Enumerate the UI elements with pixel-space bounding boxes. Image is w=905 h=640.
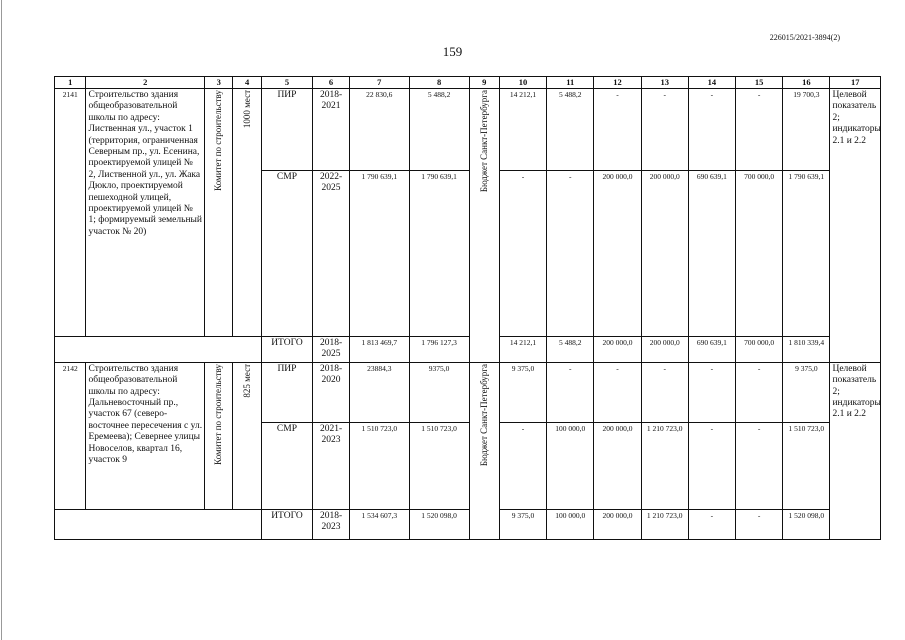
- column-header: 13: [641, 77, 688, 89]
- financing: 9375,0: [409, 362, 469, 422]
- page-number: 159: [442, 44, 463, 59]
- value-cell: -: [736, 89, 783, 171]
- value-cell: 200 000,0: [594, 509, 641, 539]
- row-id: 2142: [55, 362, 86, 509]
- value-cell: 690 639,1: [688, 337, 735, 363]
- value-cell: 1 810 339,4: [783, 337, 830, 363]
- row-id: 2141: [55, 89, 86, 337]
- total-cost: 1 813 469,7: [349, 337, 409, 363]
- value-cell: -: [688, 362, 735, 422]
- value-cell: -: [688, 509, 735, 539]
- value-cell: 9 375,0: [783, 362, 830, 422]
- table-row-total: [55, 337, 881, 363]
- value-cell: 19 700,3: [783, 89, 830, 171]
- value-cell: 14 212,1: [499, 89, 546, 171]
- value-cell: 690 639,1: [688, 171, 735, 337]
- period: 2018-2020: [313, 362, 350, 422]
- capacity-cell: [233, 89, 261, 337]
- project-name: Строительство здания общеобразовательной школы по адресу: Лиственная ул., участок 1 (территория, ограниченная Северным пр., ул. Есенина, проектируемой улицей № 2, Лиственной ул., ул. Жака Дюкло, проектируемой пешеходной улицей, проектируемой улицей № 1; формируемый земельный участок № 20): [86, 89, 205, 337]
- column-header: 6: [313, 77, 350, 89]
- source-label: Бюджет Санкт-Петербурга: [478, 363, 489, 466]
- source-label: Бюджет Санкт-Петербурга: [478, 90, 489, 193]
- customer-cell: [205, 89, 233, 337]
- value-cell: 200 000,0: [594, 337, 641, 363]
- total-cost: 1 534 607,3: [349, 509, 409, 539]
- source-cell: [469, 89, 499, 363]
- value-cell: 200 000,0: [594, 171, 641, 337]
- financing: 1 796 127,3: [409, 337, 469, 363]
- value-cell: -: [594, 89, 641, 171]
- value-cell: 700 000,0: [736, 337, 783, 363]
- period: 2021-2023: [313, 422, 350, 509]
- value-cell: 200 000,0: [641, 171, 688, 337]
- value-cell: 200 000,0: [594, 422, 641, 509]
- total-cost: 22 830,6: [349, 89, 409, 171]
- total-cost: 1 790 639,1: [349, 171, 409, 337]
- column-header: 10: [499, 77, 546, 89]
- work-type: ПИР: [261, 362, 312, 422]
- value-cell: -: [736, 362, 783, 422]
- column-header: 4: [233, 77, 261, 89]
- value-cell: 100 000,0: [547, 422, 594, 509]
- empty-cell: [55, 337, 262, 363]
- value-cell: 9 375,0: [499, 362, 546, 422]
- column-header: 11: [547, 77, 594, 89]
- work-type: ИТОГО: [261, 509, 312, 539]
- capacity-label: 1000 мест: [241, 90, 252, 129]
- value-cell: 200 000,0: [641, 337, 688, 363]
- period: 2018-2025: [313, 337, 350, 363]
- total-cost: 1 510 723,0: [349, 422, 409, 509]
- table-row-pir: [55, 362, 881, 422]
- value-cell: -: [547, 362, 594, 422]
- value-cell: 100 000,0: [547, 509, 594, 539]
- financing: 1 510 723,0: [409, 422, 469, 509]
- column-number-row: [55, 77, 881, 89]
- column-header: 5: [261, 77, 312, 89]
- value-cell: 14 212,1: [499, 337, 546, 363]
- financing: 5 488,2: [409, 89, 469, 171]
- column-header: 15: [736, 77, 783, 89]
- value-cell: -: [594, 362, 641, 422]
- table-row-pir: [55, 89, 881, 171]
- period: 2018-2023: [313, 509, 350, 539]
- total-cost: 23884,3: [349, 362, 409, 422]
- value-cell: 1 790 639,1: [783, 171, 830, 337]
- capacity-cell: [233, 362, 261, 509]
- value-cell: 1 210 723,0: [641, 422, 688, 509]
- capacity-label: 825 мест: [241, 363, 252, 398]
- value-cell: 1 520 098,0: [783, 509, 830, 539]
- value-cell: -: [547, 171, 594, 337]
- document-number: 226015/2021-3894(2): [769, 33, 840, 42]
- source-cell: [469, 362, 499, 539]
- value-cell: -: [688, 422, 735, 509]
- budget-table: [54, 76, 881, 540]
- indicator-cell: Целевой показатель 2; индикаторы 2.1 и 2.2: [830, 362, 881, 539]
- work-type: ПИР: [261, 89, 312, 171]
- value-cell: 5 488,2: [547, 89, 594, 171]
- customer-label: Комитет по строительству: [213, 363, 224, 465]
- empty-cell: [55, 509, 262, 539]
- column-header: 7: [349, 77, 409, 89]
- customer-cell: [205, 362, 233, 509]
- financing: 1 790 639,1: [409, 171, 469, 337]
- value-cell: -: [736, 509, 783, 539]
- value-cell: 700 000,0: [736, 171, 783, 337]
- scan-margin-line: [1, 0, 2, 640]
- column-header: 2: [86, 77, 205, 89]
- work-type: СМР: [261, 171, 312, 337]
- value-cell: 1 510 723,0: [783, 422, 830, 509]
- column-header: 14: [688, 77, 735, 89]
- period: 2022-2025: [313, 171, 350, 337]
- value-cell: -: [641, 362, 688, 422]
- column-header: 17: [830, 77, 881, 89]
- table-row-total: [55, 509, 881, 539]
- indicator-cell: Целевой показатель 2; индикаторы 2.1 и 2.2: [830, 89, 881, 363]
- project-name: Строительство здания общеобразовательной школы по адресу: Дальневосточный пр., участок 67 (северо-восточнее пересечения с ул. Еремеева); Севернее улицы Новоселов, квартал 16, участок 9: [86, 362, 205, 509]
- column-header: 16: [783, 77, 830, 89]
- work-type: СМР: [261, 422, 312, 509]
- column-header: 9: [469, 77, 499, 89]
- period: 2018-2021: [313, 89, 350, 171]
- column-header: 3: [205, 77, 233, 89]
- financing: 1 520 098,0: [409, 509, 469, 539]
- value-cell: -: [499, 422, 546, 509]
- value-cell: 5 488,2: [547, 337, 594, 363]
- value-cell: 9 375,0: [499, 509, 546, 539]
- work-type: ИТОГО: [261, 337, 312, 363]
- value-cell: -: [641, 89, 688, 171]
- value-cell: 1 210 723,0: [641, 509, 688, 539]
- customer-label: Комитет по строительству: [213, 90, 224, 191]
- column-header: 8: [409, 77, 469, 89]
- value-cell: -: [499, 171, 546, 337]
- value-cell: -: [688, 89, 735, 171]
- column-header: 1: [55, 77, 86, 89]
- value-cell: -: [736, 422, 783, 509]
- column-header: 12: [594, 77, 641, 89]
